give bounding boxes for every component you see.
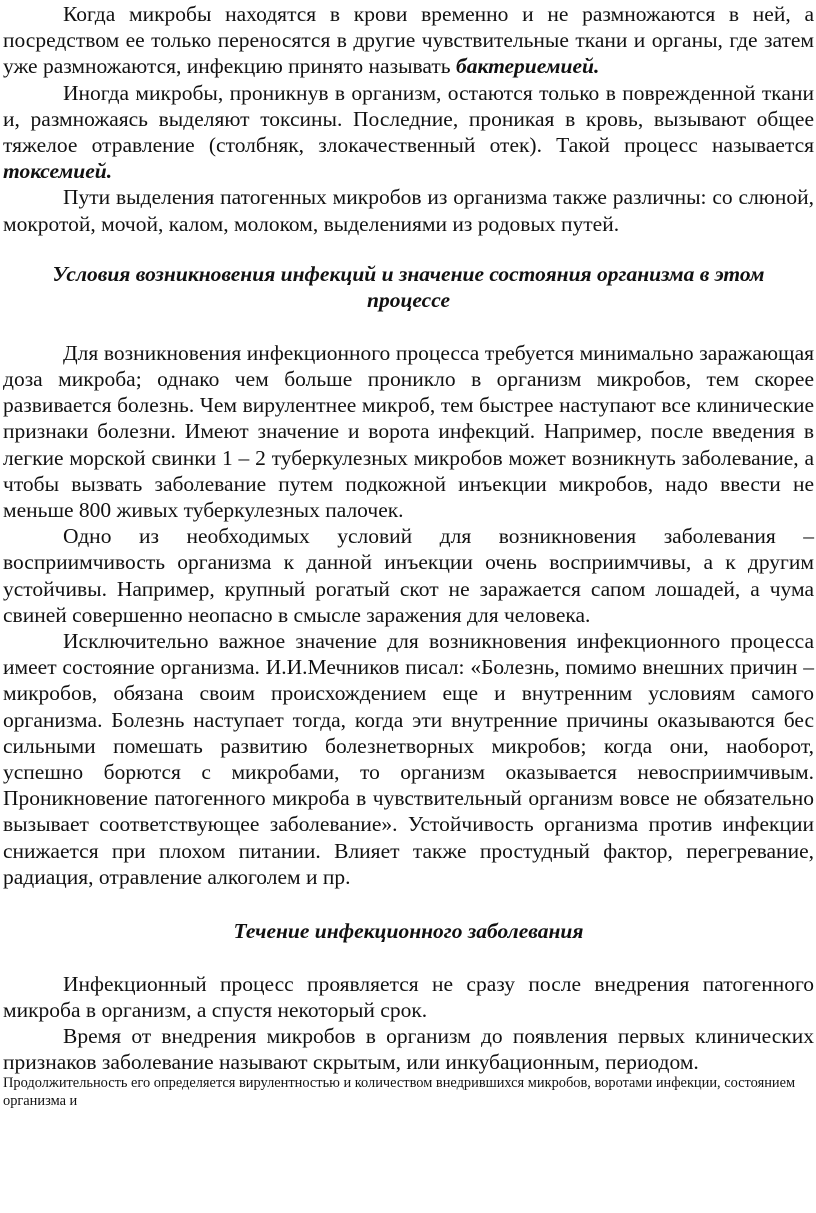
paragraph-bacteremia [3, 1, 814, 80]
section-heading-conditions: Условия возникновения инфекций и значение состояния организма в этом процессе [52, 261, 765, 313]
paragraph-excretion-routes: Пути выделения патогенных микробов из организма также различны: со слюной, мокротой, мочой, калом, молоком, выделениями из родовых путей. [3, 185, 814, 236]
paragraph-organism-state: Исключительно важное значение для возникновения инфекционного процесса имеет состояние организма. И.И.Мечников писал: «Болезнь, помимо внешних причин – микробов, обязана своим происхождением еще и внутренним условиям самого организма. Болезнь наступает тогда, когда эти внутренние причины оказываются бес сильными помешать развитию болезнетворных микробов; когда они, наоборот, успешно борются с микробами, то организм оказывается невосприимчивым. Проникновение патогенного микроба в чувствительный организм вовсе не обязательно вызывает соответствующее заболевание». Устойчивость организма против инфекции снижается при плохом питании. Влияет также простудный фактор, перегревание, радиация, отравление алкоголем и пр. [3, 629, 814, 889]
paragraph-onset: Инфекционный процесс проявляется не сразу после внедрения патогенного микроба в организм, а спустя некоторый срок. [3, 971, 814, 1022]
term-toxemia: токсемией. [3, 159, 113, 184]
term-bacteremia: бактериемией. [455, 54, 600, 79]
section-heading-course: Течение инфекционного заболевания [233, 919, 584, 944]
paragraph-infectious-dose: Для возникновения инфекционного процесса требуется минимально заражающая доза микроба; однако чем больше проникло в организм микробов, тем скорее развивается болезнь. Чем вирулентнее микроб, тем быстрее наступают все клинические признаки болезни. Имеют значение и ворота инфекций. Например, после введения в легкие морской свинки 1 – 2 туберкулезных микробов может возникнуть заболевание, а чтобы вызвать заболевание путем подкожной инъекции микробов, надо ввести не меньше 800 живых туберкулезных палочек. [3, 340, 814, 523]
footnote-text: Продолжительность его определяется вирулентностью и количеством внедрившихся микробов, воротами инфекции, состоянием организма и [3, 1075, 796, 1109]
paragraph-susceptibility: Одно из необходимых условий для возникновения заболевания – восприимчивость организма к данной инъекции очень восприимчивы, а к другим устойчивы. Например, крупный рогатый скот не заражается сапом лошадей, а чума свиней совершенно неопасно в смысле заражения для человека. [3, 524, 814, 627]
paragraph-text: Когда микробы находятся в крови временно и не размножаются в ней, а посредством ее только переносятся в другие чувствительные ткани и органы, где затем уже размножаются, инфекцию принято называть [3, 2, 814, 79]
paragraph-incubation: Время от внедрения микробов в организм до появления первых клинических признаков заболевание называют скрытым, или инкубационным, периодом. [3, 1024, 814, 1075]
paragraph-text: Иногда микробы, проникнув в организм, остаются только в поврежденной ткани и, размножаясь выделяют токсины. Последние, проникая в кровь, вызывают общее тяжелое отравление (столбняк, злокачественный отек). Такой процесс называется [3, 80, 814, 158]
paragraph-toxemia [3, 80, 814, 185]
